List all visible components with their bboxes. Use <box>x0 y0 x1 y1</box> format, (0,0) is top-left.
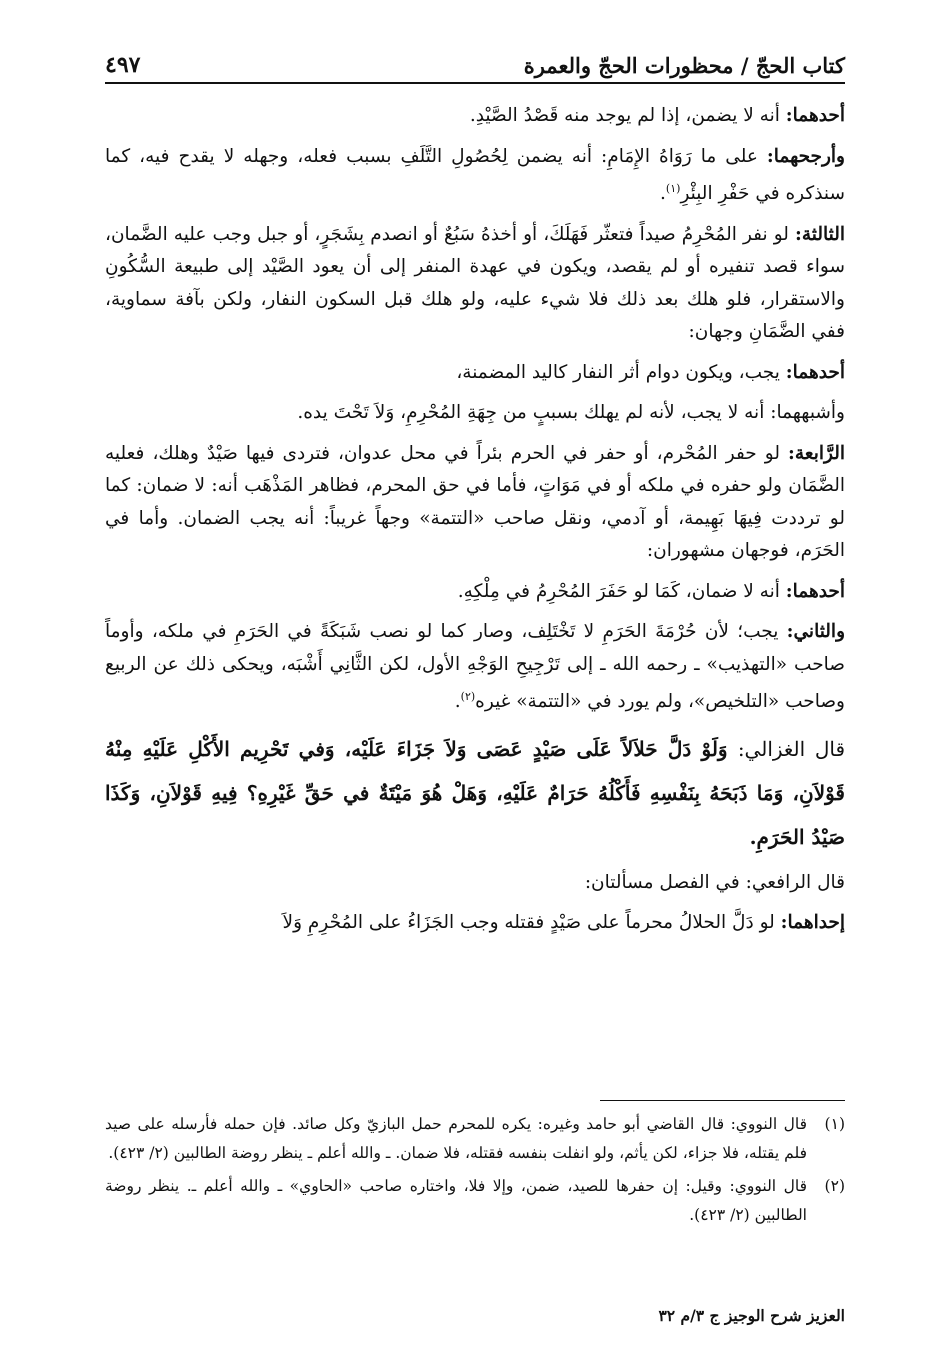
paragraph: أحدهما: يجب، ويكون دوام أثر النفار كاليد المضمنة، <box>456 361 845 383</box>
footnote-divider <box>600 1100 845 1101</box>
paragraph: الثالثة: لو نفر المُحْرِمُ صيداً فتعثّر فَهَلَكَ، أو أخذهُ سَبُعٌ أو انصدم بِشَجَرٍ، أو جبل وجب عليه الضَّمان، سواء قصد تنفيره أو لم يقصد، ويكون في عهدة المنفر إلى أن يعود الصَّيْد إلى طبيعة السُّكُونِ والاستقرار، فلو هلك بعد ذلك فلا شيء عليه، ولو هلك قبل السكون النفار، ولكن بآفة سماوية، ففي الضَّمَانِ وجهان: <box>105 223 845 343</box>
ghazali-quote: قال الغزالي: وَلَوْ دَلَّ حَلاَلاً عَلَى صَيْدٍ عَصَى وَلاَ جَزَاءَ عَلَيْه، وَفي تَحْرِيم الأَكْلِ عَلَيْهِ مِنْهُ قَوْلاَنِ، وَمَا ذَبَحَهُ بِنَفْسِهِ فَأَكْلُهُ حَرَامٌ عَلَيْهِ، وَهَلْ هُوَ مَيْتَةٌ في حَقِّ غَيْرِهِ؟ فِيهِ قَوْلاَنِ، وَكَذَا صَيْدُ الحَرَمِ. <box>105 736 846 849</box>
paragraph: وأرجحهما: على ما رَوَاهُ الإِمَامِ: أنه يضمن لِحُصُولِ التَّلَفِ بسبب فعله، وجهله لا يقدح فيه، كما سنذكره في حَفْرِ البِئْرِ$^{(١)}$. <box>105 145 845 205</box>
footnote-ref[interactable]: (١) <box>665 182 681 195</box>
footnote-text: قال النووي: وقيل: إن حفرها للصيد، ضمن، وإلا فلا، واختاره صاحب «الحاوي» ـ والله أعلم ـ. ينظر روضة الطالبين (٢/ ٤٢٣). <box>105 1177 807 1224</box>
paragraph: إحداهما: لو دَلَّ الحلالُ محرماً على صَيْدٍ فقتله وجب الجَزَاءُ على المُحْرِمِ وَلاَ <box>282 912 845 934</box>
footnote-ref[interactable]: (٢) <box>460 690 476 704</box>
page-footer: العزيز شرح الوجيز ج ٣/م ٣٢ <box>658 1306 845 1325</box>
page-number: ٤٩٧ <box>105 52 141 78</box>
main-text <box>105 100 845 948</box>
footnote-number: (١) <box>824 1115 845 1133</box>
footnotes <box>105 1110 845 1234</box>
running-title: كتاب الحجّ / محظورات الحجّ والعمرة <box>523 53 845 78</box>
paragraph: الرَّابعة: لو حفر المُحْرم، أو حفر في الحرم بئراً في محل عدوان، فتردى فيها صَيْدٌ وهلك، فعليه الضَّمَان ولو حفره في ملكه أو في مَوَاتٍ، فأما في حق المحرم، فظاهر المَذْهَب أنه: لا ضمان: كما لو ترددت فِيهَا بَهِيمة، أو آدمي، ونقل صاحب «التتمة» وجهاً غريباً: أنه يجب الضمان. وأما في الحَرَم، فوجهان مشهوران: <box>105 442 845 562</box>
footnote <box>105 1172 845 1230</box>
paragraph: أحدهما: أنه لا ضمان، كَمَا لو حَفَرَ المُحْرِمُ في مِلْكِهِ. <box>457 580 845 602</box>
footnote-text: قال النووي: قال القاضي أبو حامد وغيره: يكره للمحرم حمل البازيّ وكل صائد. فإن حمله فأرسله على صيد فلم يقتله، فلا جزاء، لكن يأثم، ولو انفلت بنفسه فقتله، فلا ضمان. ـ والله أعلم ـ ينظر روضة الطالبين (٢/ ٤٢٣). <box>105 1115 807 1162</box>
paragraph: والثاني: يجب؛ لأن حُرْمَةَ الحَرَمِ لا تَخْتَلِف، وصار كما لو نصب شَبَكَةً في الحَرَمِ في ملكه، وأوماً صاحب «التهذيب» ـ رحمه الله ـ إلى تَرْجِيحِ الوَجْهِ الأول، لكن الثَّانِي أَشْبَه، ويحكى ذلك عن الربيع وصاحب «التلخيص»، ولم يورد في «التتمة» غيره$^{(٢)}$. <box>105 621 845 713</box>
paragraph: قال الرافعي: في الفصل مسألتان: <box>584 871 845 893</box>
footnote <box>105 1110 845 1168</box>
page-header <box>105 38 845 84</box>
footnote-number: (٢) <box>824 1177 845 1195</box>
paragraph: وأشبههما: أنه لا يجب، لأنه لم يهلك بسببٍ من جِهَةِ المُحْرِمِ، وَلاَ تَحْتَ يده. <box>297 402 845 424</box>
paragraph: أحدهما: أنه لا يضمن، إذا لم يوجد منه قَصْدُ الصَّيْدِ. <box>469 105 845 126</box>
